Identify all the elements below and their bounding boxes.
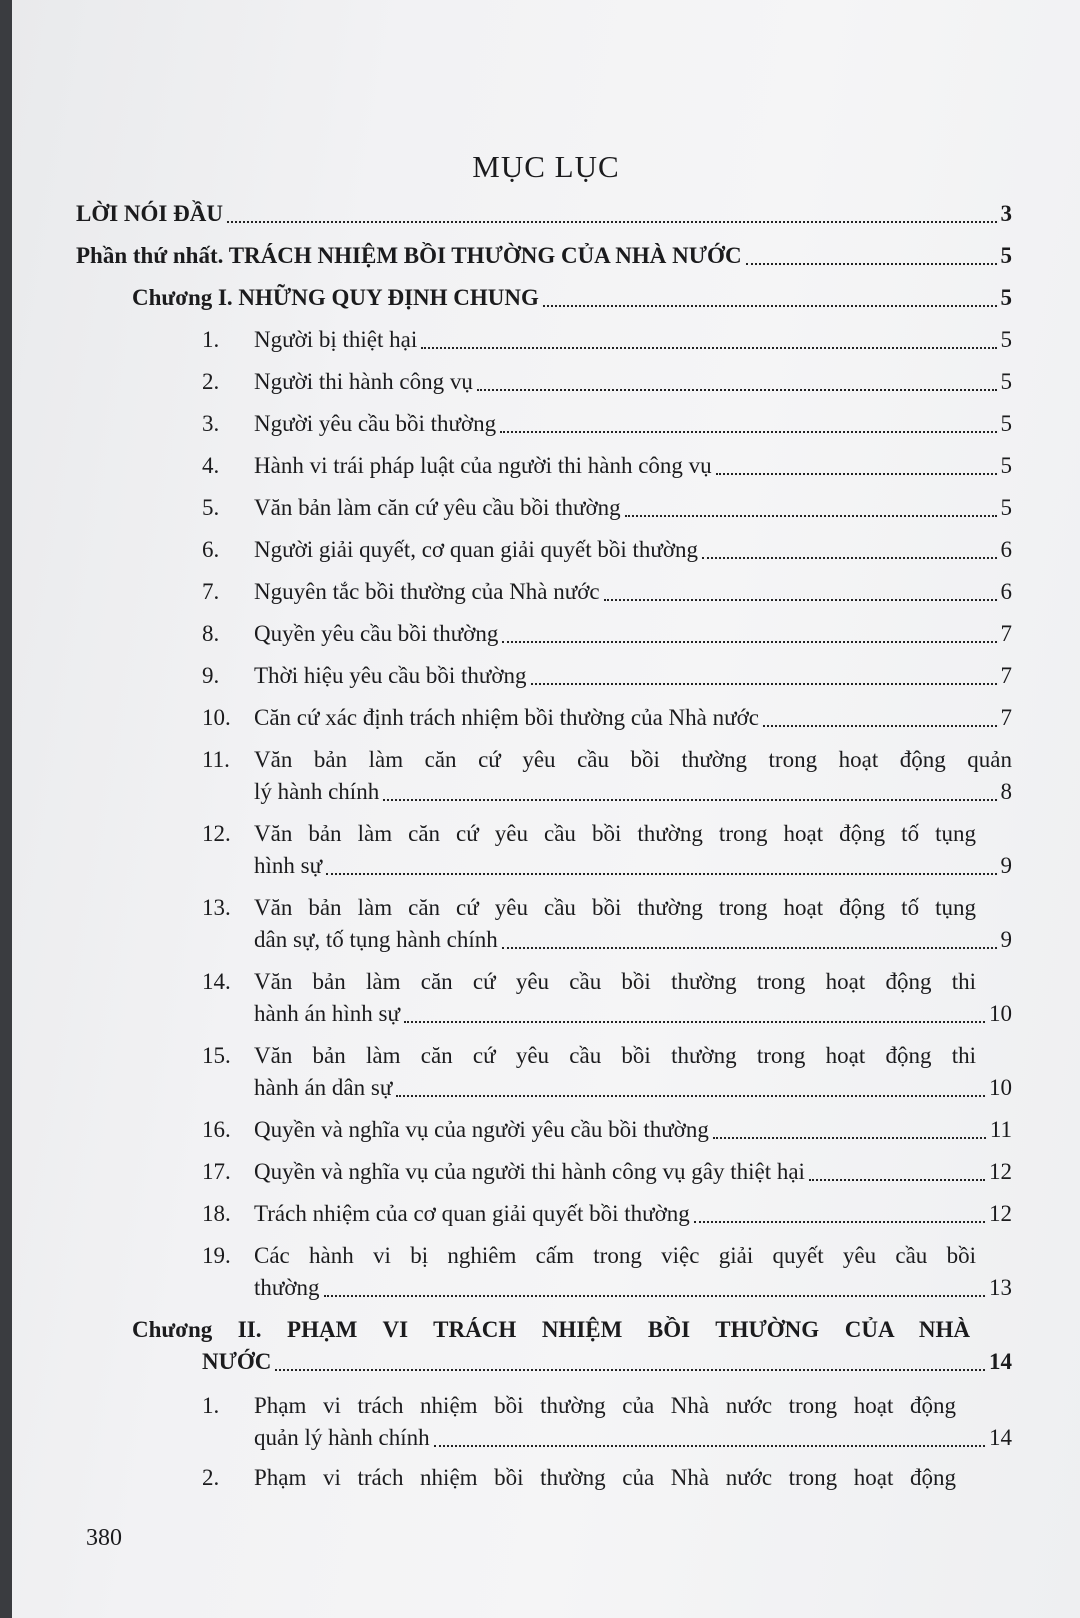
dot-leader [383,799,996,801]
toc-item-continuation [254,998,1012,1030]
toc-item-number: 15. [202,1043,231,1068]
dot-leader [396,1095,985,1097]
dot-leader [227,221,997,223]
page-title: MỤC LỤC [472,149,620,184]
toc-item-number: 5. [202,495,220,520]
toc-item-number: 11. [202,747,230,772]
toc-item-number: 7. [202,579,220,604]
toc-item-title-line2: quản lý hành chính [254,1425,430,1450]
toc-item-continuation [254,1072,1012,1104]
toc-item-continuation [254,924,1012,956]
toc-item-continuation [254,776,1012,808]
toc-item-title-line1: Văn bản làm căn cứ yêu cầu bồi thường trong hoạt động thi [254,1043,976,1068]
toc-item-title: Thời hiệu yêu cầu bồi thường [254,663,527,688]
toc-item-number: 6. [202,537,220,562]
dot-leader [694,1221,985,1223]
dot-leader [746,263,997,265]
toc-item [202,1198,1012,1230]
dot-leader [421,347,996,349]
toc-item-number: 10. [202,705,231,730]
toc-item-number: 17. [202,1159,231,1184]
dot-leader [604,599,997,601]
page-number: 380 [86,1525,122,1551]
toc-page-number: 6 [1000,537,1012,562]
dot-leader [716,473,997,475]
toc-item-title: Người yêu cầu bồi thường [254,411,497,436]
toc-page-number: 5 [1000,411,1012,436]
toc-item-title: Người giải quyết, cơ quan giải quyết bồi thường [254,537,699,562]
toc-item-title: Trách nhiệm của cơ quan giải quyết bồi thường [254,1201,690,1226]
dot-leader [502,947,997,949]
toc-item-title-line1: Phạm vi trách nhiệm bồi thường của Nhà nước trong hoạt động [254,1465,956,1490]
toc-page-number: 5 [1000,453,1012,478]
toc-item-title-line1: Các hành vi bị nghiêm cấm trong việc giải quyết yêu cầu bồi [254,1243,976,1268]
toc-page-number: 14 [989,1349,1012,1374]
dot-leader [543,305,997,307]
toc-item-number: 18. [202,1201,231,1226]
dot-leader [502,641,996,643]
toc-page-number: 12 [989,1201,1012,1226]
toc-item-continuation [254,1272,1012,1304]
toc-page-number: 7 [1000,663,1012,688]
dot-leader [625,515,997,517]
toc-item-number: 4. [202,453,220,478]
toc-page-number: 10 [989,1075,1012,1100]
toc-page-number: 10 [989,1001,1012,1026]
toc-item-title: Căn cứ xác định trách nhiệm bồi thường của Nhà nước [254,705,759,730]
toc-item-title: Hành vi trái pháp luật của người thi hành công vụ [254,453,712,478]
toc-entry-phan-thu-nhat [76,240,1012,272]
toc-item [202,366,1012,398]
dot-leader [763,725,997,727]
toc-item-title-line2: hình sự [254,853,323,878]
toc-item [202,1156,1012,1188]
toc-page-number: 6 [1000,579,1012,604]
toc-page-number: 5 [1000,285,1012,310]
toc-item-title: Người bị thiệt hại [254,327,418,352]
dot-leader [500,431,996,433]
toc-item [202,324,1012,356]
toc-item [202,660,1012,692]
toc-page-number: 3 [1000,201,1012,226]
toc-item-title: Quyền và nghĩa vụ của người yêu cầu bồi thường [254,1117,709,1142]
toc-item [202,576,1012,608]
dot-leader [702,557,996,559]
dot-leader [324,1295,985,1297]
dot-leader [275,1369,985,1371]
toc-page-number: 7 [1000,621,1012,646]
toc-item-number: 16. [202,1117,231,1142]
toc-item-title: Văn bản làm căn cứ yêu cầu bồi thường [254,495,621,520]
dot-leader [713,1137,986,1139]
toc-item-title-line2: lý hành chính [254,779,380,804]
dot-leader [531,683,997,685]
toc-item-title-line2: thường [254,1275,320,1300]
dot-leader [434,1445,985,1447]
toc-item-title: Người thi hành công vụ [254,369,473,394]
toc-entry-loi-noi-dau [76,198,1012,230]
toc-item-title-line1: Văn bản làm căn cứ yêu cầu bồi thường trong hoạt động thi [254,969,976,994]
toc-page-number: 5 [1000,495,1012,520]
toc-item-number: 8. [202,621,220,646]
toc-item-number: 14. [202,969,231,994]
toc-entry-title: Chương I. NHỮNG QUY ĐỊNH CHUNG [132,285,539,310]
toc-item-title-line1: Văn bản làm căn cứ yêu cầu bồi thường trong hoạt động quản [254,747,1012,772]
toc-page-number: 12 [989,1159,1012,1184]
toc-item-title-line2: hành án dân sự [254,1075,393,1100]
toc-item-number: 2. [202,1465,220,1490]
toc-page-number: 7 [1000,705,1012,730]
toc-item-number: 12. [202,821,231,846]
toc-item-title-line2: dân sự, tố tụng hành chính [254,927,498,952]
toc-page-number: 5 [1000,369,1012,394]
toc-item [202,492,1012,524]
dot-leader [477,389,997,391]
dot-leader [404,1021,985,1023]
toc-item [202,702,1012,734]
toc-item [202,618,1012,650]
toc-entry-title: Phần thứ nhất. TRÁCH NHIỆM BỒI THƯỜNG CỦA NHÀ NƯỚC [76,243,742,268]
toc-item-number: 9. [202,663,220,688]
toc-page-number: 11 [989,1117,1012,1142]
toc-item-number: 3. [202,411,220,436]
toc-item [202,408,1012,440]
toc-entry-chuong-2 [202,1346,1012,1378]
toc-item [202,1114,1012,1146]
toc-item-number: 2. [202,369,220,394]
toc-item-title: Quyền và nghĩa vụ của người thi hành công vụ gây thiệt hại [254,1159,805,1184]
toc-item-number: 1. [202,327,220,352]
toc-item-title-line1: Văn bản làm căn cứ yêu cầu bồi thường trong hoạt động tố tụng [254,821,976,846]
toc-item-title-line2: hành án hình sự [254,1001,400,1026]
toc-page-number: 8 [1000,779,1012,804]
toc-item-title-line1: Phạm vi trách nhiệm bồi thường của Nhà nước trong hoạt động [254,1393,956,1418]
book-page [12,0,1080,1618]
toc-page-number: 9 [1000,927,1012,952]
toc-entry-chuong-2-line1: Chương II. PHẠM VI TRÁCH NHIỆM BỒI THƯỜNG CỦA NHÀ [132,1317,970,1342]
toc-item [202,450,1012,482]
toc-item-continuation [254,1422,1012,1454]
toc-page-number: 9 [1000,853,1012,878]
toc-item-title: Nguyên tắc bồi thường của Nhà nước [254,579,600,604]
toc-item [202,534,1012,566]
toc-entry-chuong-1 [132,282,1012,314]
toc-item-title: Quyền yêu cầu bồi thường [254,621,499,646]
toc-page-number: 13 [989,1275,1012,1300]
dot-leader [326,873,996,875]
toc-item-number: 1. [202,1393,220,1418]
toc-item-continuation [254,850,1012,882]
toc-entry-title-line2: NƯỚC [202,1349,272,1374]
dot-leader [809,1179,985,1181]
toc-page-number: 5 [1000,243,1012,268]
toc-item-number: 13. [202,895,231,920]
toc-page-number: 14 [989,1425,1012,1450]
toc-item-number: 19. [202,1243,231,1268]
toc-entry-title: LỜI NÓI ĐẦU [76,201,223,226]
toc-page-number: 5 [1000,327,1012,352]
toc-item-title-line1: Văn bản làm căn cứ yêu cầu bồi thường trong hoạt động tố tụng [254,895,976,920]
